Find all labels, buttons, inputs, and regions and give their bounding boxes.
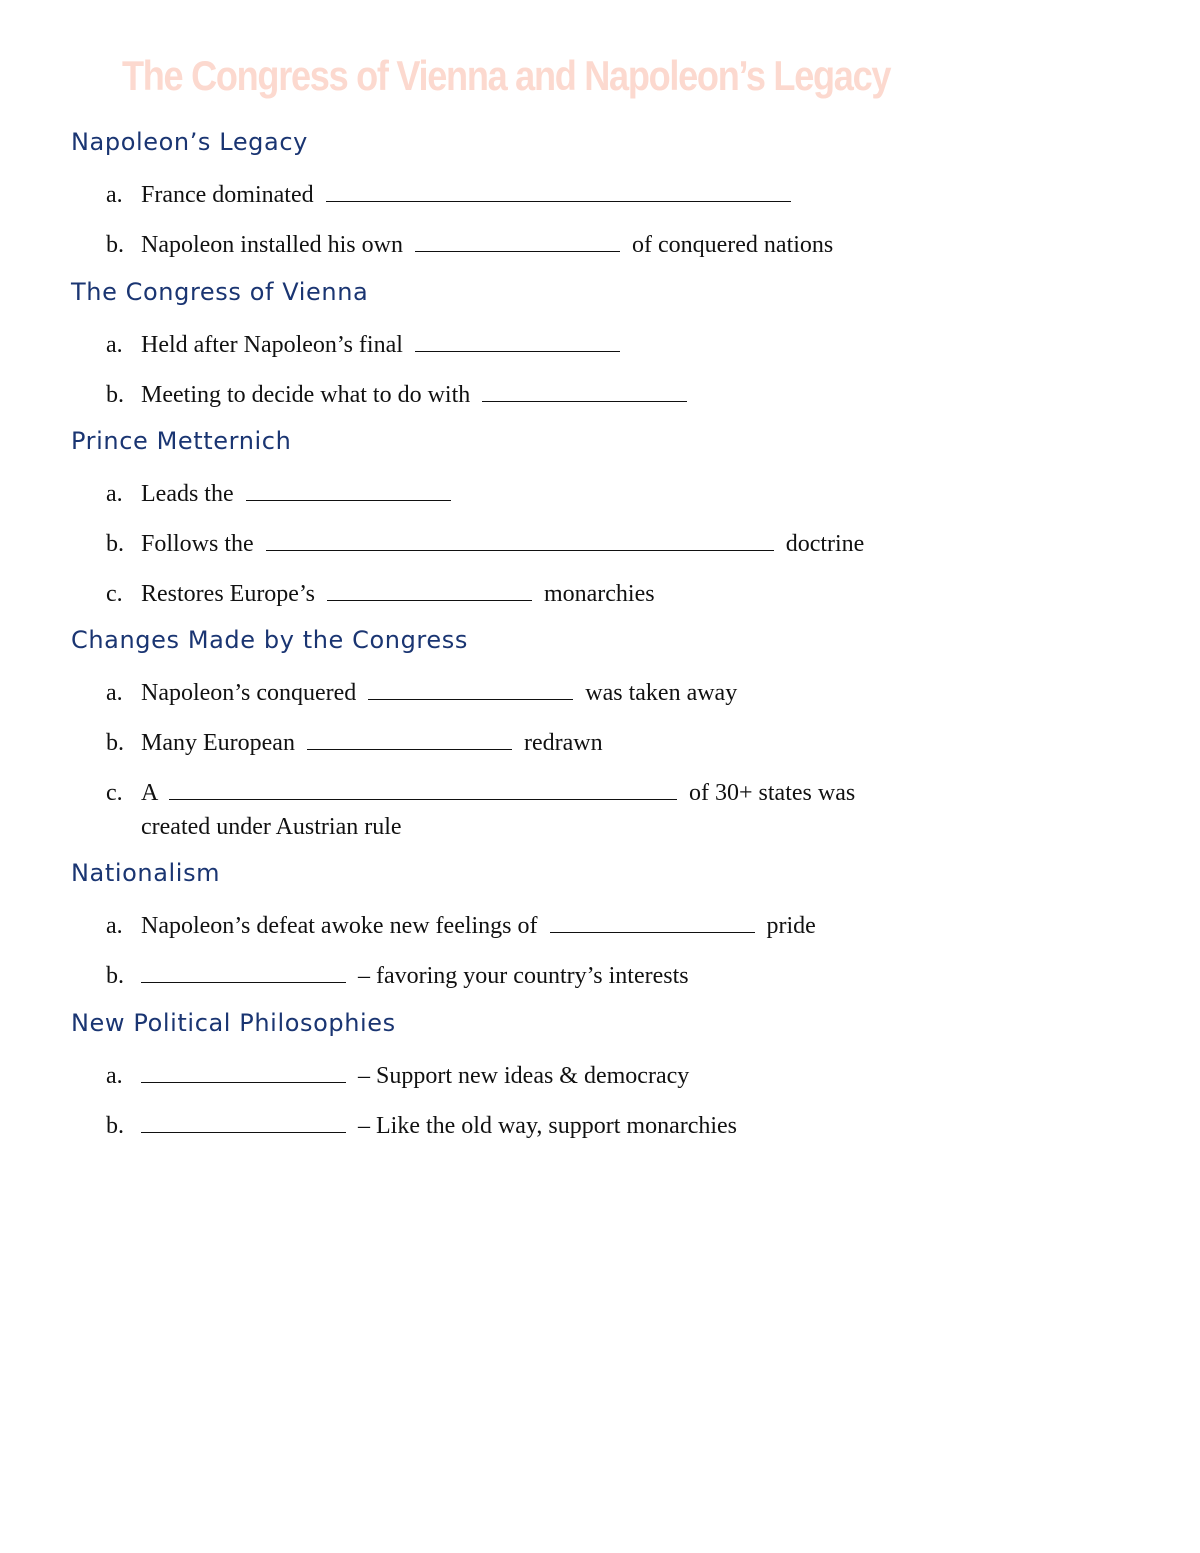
list-item (71, 676, 1071, 710)
item-text: Meeting to decide what to do with (141, 382, 471, 408)
item-text: A (141, 780, 158, 806)
item-text-after: of conquered nations (631, 232, 834, 258)
section-heading: The Congress of Vienna (71, 278, 369, 306)
fill-in-blank[interactable] (550, 910, 755, 933)
fill-in-blank[interactable] (415, 329, 620, 352)
fill-in-blank[interactable] (169, 777, 677, 800)
item-list (71, 328, 1071, 412)
section-congress-of-vienna (71, 277, 1071, 412)
item-marker: a. (106, 481, 123, 507)
fill-in-blank[interactable] (415, 229, 620, 252)
item-marker: b. (106, 531, 124, 557)
list-item (71, 776, 1071, 844)
section-heading: Nationalism (71, 859, 221, 887)
list-item (71, 1109, 1071, 1143)
item-text: Follows the (141, 531, 254, 557)
list-item (71, 577, 1071, 611)
item-marker: a. (106, 182, 123, 208)
fill-in-blank[interactable] (327, 578, 532, 601)
section-napoleons-legacy (71, 127, 1071, 262)
worksheet-title: The Congress of Vienna and Napoleon’s Legacy (122, 52, 891, 99)
item-text: Leads the (141, 481, 234, 507)
section-heading: New Political Philosophies (71, 1009, 396, 1037)
item-text: Restores Europe’s (141, 581, 315, 607)
section-new-political-philosophies (71, 1008, 1071, 1143)
item-text: Many European (141, 730, 295, 756)
list-item (71, 178, 1071, 212)
item-list (71, 477, 1071, 611)
list-item (71, 527, 1071, 561)
item-text-after: monarchies (543, 581, 655, 607)
list-item (71, 959, 1071, 993)
item-text: Napoleon installed his own (141, 232, 403, 258)
item-marker: b. (106, 1113, 124, 1139)
fill-in-blank[interactable] (266, 528, 774, 551)
item-marker: a. (106, 332, 123, 358)
item-text-after: of 30+ states was (689, 780, 856, 806)
item-marker: b. (106, 730, 124, 756)
item-marker: a. (106, 1063, 123, 1089)
item-text-continuation: created under Austrian rule (141, 814, 402, 840)
list-item (71, 378, 1071, 412)
section-heading: Changes Made by the Congress (71, 626, 468, 654)
fill-in-blank[interactable] (141, 1060, 346, 1083)
item-marker: a. (106, 913, 123, 939)
item-marker: b. (106, 963, 124, 989)
list-item (71, 228, 1071, 262)
fill-in-blank[interactable] (482, 379, 687, 402)
fill-in-blank[interactable] (246, 478, 451, 501)
item-marker: a. (106, 680, 123, 706)
item-text-after: was taken away (585, 680, 738, 706)
item-marker: c. (106, 581, 123, 607)
section-heading: Napoleon’s Legacy (71, 128, 308, 156)
section-prince-metternich (71, 426, 1071, 611)
section-nationalism (71, 858, 1071, 993)
item-text-after: – Support new ideas & democracy (358, 1063, 690, 1089)
item-list (71, 676, 1071, 844)
item-text-after: doctrine (785, 531, 865, 557)
list-item (71, 726, 1071, 760)
item-marker: b. (106, 382, 124, 408)
fill-in-blank[interactable] (326, 179, 791, 202)
fill-in-blank[interactable] (141, 960, 346, 983)
item-list (71, 178, 1071, 262)
fill-in-blank[interactable] (141, 1110, 346, 1133)
list-item (71, 909, 1071, 943)
section-changes-by-congress (71, 625, 1071, 844)
item-text-after: redrawn (523, 730, 603, 756)
item-text: Napoleon’s conquered (141, 680, 357, 706)
item-marker: b. (106, 232, 124, 258)
list-item (71, 328, 1071, 362)
item-text-after: – favoring your country’s interests (358, 963, 689, 989)
item-text: France dominated (141, 182, 314, 208)
item-text-after: – Like the old way, support monarchies (358, 1113, 738, 1139)
list-item (71, 1059, 1071, 1093)
fill-in-blank[interactable] (307, 727, 512, 750)
item-text: Napoleon’s defeat awoke new feelings of (141, 913, 538, 939)
item-list (71, 909, 1071, 993)
item-list (71, 1059, 1071, 1143)
list-item (71, 477, 1071, 511)
item-text-after: pride (766, 913, 816, 939)
item-text: Held after Napoleon’s final (141, 332, 403, 358)
section-heading: Prince Metternich (71, 427, 292, 455)
fill-in-blank[interactable] (368, 677, 573, 700)
item-marker: c. (106, 780, 123, 806)
